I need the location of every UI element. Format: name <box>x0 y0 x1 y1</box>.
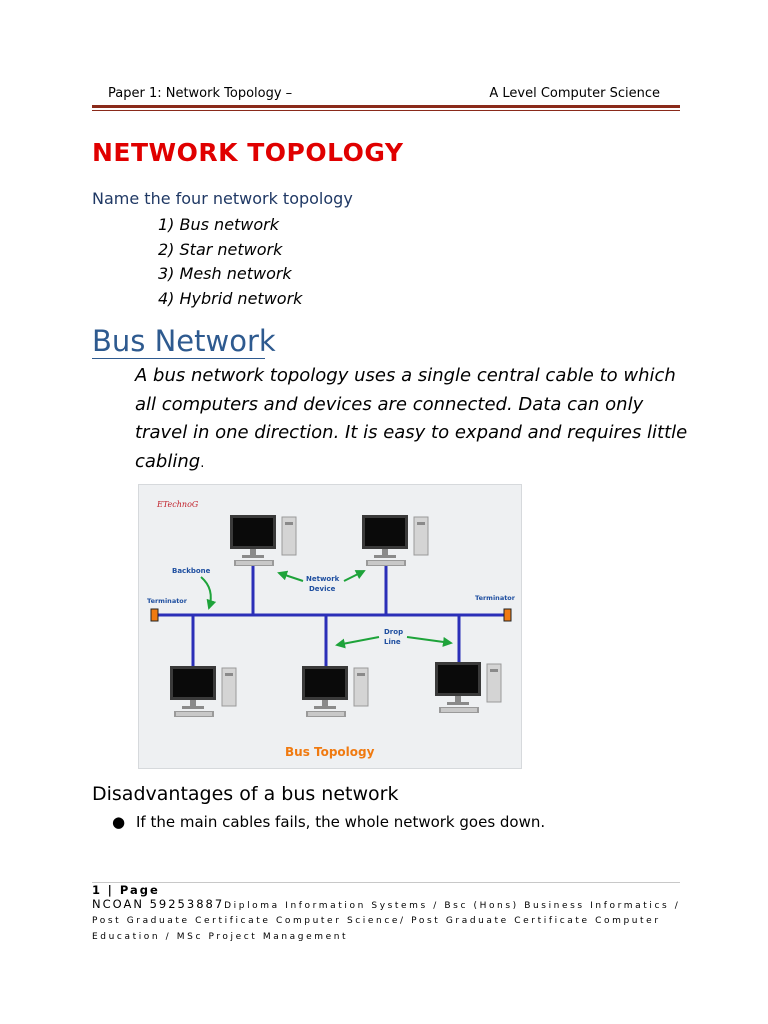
diagram-caption: Bus Topology <box>285 745 375 759</box>
computer-icon <box>362 515 428 566</box>
page-number: 1 <box>92 883 103 897</box>
section-title-bus-network: Bus Network <box>92 324 276 358</box>
network-device-arrow-right <box>344 571 364 581</box>
terminator-left <box>151 609 158 621</box>
bus-description <box>135 362 695 478</box>
computer-icon <box>435 662 501 713</box>
page-label: | Page <box>107 883 160 897</box>
label-network-device-line1: Network <box>306 575 340 583</box>
bullet-icon: ● <box>112 813 126 831</box>
label-backbone: Backbone <box>172 567 211 575</box>
bus-topology-diagram <box>138 484 522 769</box>
label-drop-line-line1: Drop <box>384 628 404 636</box>
intro-question: Name the four network topology <box>92 189 353 208</box>
footer-id: NCOAN 59253887 <box>92 896 225 911</box>
topology-list <box>158 213 302 312</box>
footer-rule <box>92 882 680 883</box>
network-device-arrow-left <box>279 573 303 581</box>
computer-icon <box>302 666 368 717</box>
backbone-arrow <box>201 577 211 608</box>
computer-icon <box>170 666 236 717</box>
list-item: 3) Mesh network <box>158 264 292 284</box>
footer-qualifications: Diploma Information Systems / Bsc (Hons) Business Informatics / Post Graduate Certificate Computer Science/ Post Graduate Certificate Computer Education / MSc Project Management <box>92 900 681 942</box>
list-item: 4) Hybrid network <box>158 289 303 309</box>
drop-line-arrow-left <box>337 637 379 645</box>
label-terminator-right: Terminator <box>475 594 515 602</box>
list-item: 1) Bus network <box>158 215 280 234</box>
header-left-text: Paper 1: Network Topology – <box>108 86 293 101</box>
terminator-right <box>504 609 511 621</box>
drop-line-arrow-right <box>407 637 451 643</box>
disadvantage-text: If the main cables fails, the whole network goes down. <box>136 813 546 831</box>
section-title-underline <box>92 358 265 359</box>
header-right-text: A Level Computer Science <box>489 86 660 101</box>
disadvantages-title: Disadvantages of a bus network <box>92 783 399 805</box>
label-drop-line-line2: Line <box>384 638 401 646</box>
disadvantages-list <box>112 813 545 831</box>
computer-icon <box>230 515 296 566</box>
list-item <box>112 813 545 831</box>
document-title: NETWORK TOPOLOGY <box>92 138 404 167</box>
header-rule <box>92 105 680 108</box>
page-footer <box>92 884 682 944</box>
header-rule-thin <box>92 110 680 111</box>
bus-topology-svg <box>139 485 521 768</box>
label-network-device-line2: Device <box>309 585 336 593</box>
diagram-logo: ETechnoG <box>157 500 199 509</box>
bus-description-end: . <box>200 455 205 471</box>
list-item: 2) Star network <box>158 239 283 259</box>
label-terminator-left: Terminator <box>147 597 187 605</box>
bus-description-text: A bus network topology uses a single central cable to which all computers and devices are connected. Data can only travel in one direction. It is easy to expand and requires little cabling <box>135 365 688 472</box>
